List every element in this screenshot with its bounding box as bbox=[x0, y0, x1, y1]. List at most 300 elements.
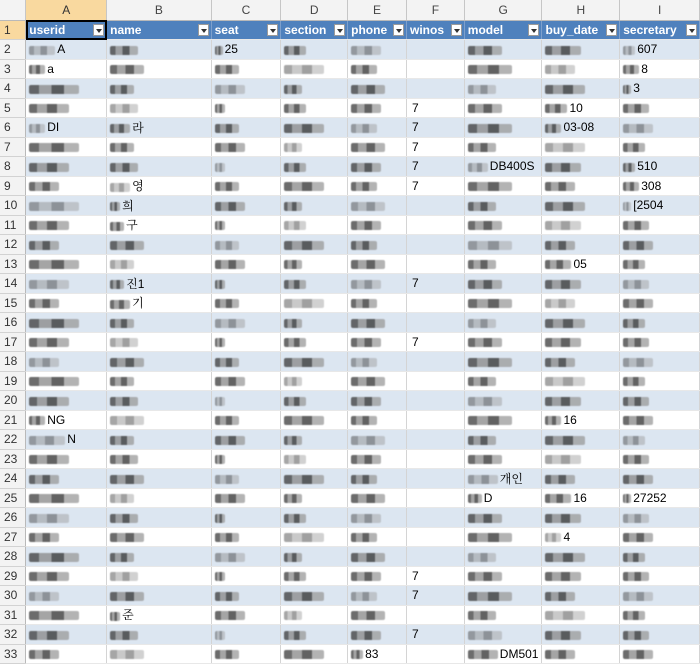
cell-c13[interactable] bbox=[211, 254, 281, 274]
cell-b31[interactable] bbox=[107, 605, 211, 625]
cell-d33[interactable] bbox=[281, 644, 348, 664]
row-header-20[interactable]: 20 bbox=[0, 391, 26, 411]
row-header-21[interactable]: 21 bbox=[0, 410, 26, 430]
cell-i3[interactable] bbox=[620, 59, 700, 79]
cell-b21[interactable] bbox=[107, 410, 211, 430]
cell-a31[interactable] bbox=[26, 605, 107, 625]
cell-g24[interactable] bbox=[464, 469, 542, 489]
cell-h31[interactable] bbox=[542, 605, 620, 625]
cell-i13[interactable] bbox=[620, 254, 700, 274]
cell-a18[interactable] bbox=[26, 352, 107, 372]
row-header-15[interactable]: 15 bbox=[0, 293, 26, 313]
cell-i18[interactable] bbox=[620, 352, 700, 372]
cell-h33[interactable] bbox=[542, 644, 620, 664]
cell-d11[interactable] bbox=[281, 215, 348, 235]
cell-h9[interactable] bbox=[542, 176, 620, 196]
cell-c30[interactable] bbox=[211, 586, 281, 606]
cell-g11[interactable] bbox=[464, 215, 542, 235]
filter-dropdown-icon[interactable] bbox=[267, 24, 278, 36]
cell-i32[interactable] bbox=[620, 625, 700, 645]
cell-d10[interactable] bbox=[281, 196, 348, 216]
cell-f25[interactable] bbox=[406, 488, 464, 508]
cell-a17[interactable] bbox=[26, 332, 107, 352]
header-cell-name[interactable] bbox=[107, 20, 211, 40]
cell-e11[interactable] bbox=[348, 215, 407, 235]
cell-i4[interactable] bbox=[620, 79, 700, 99]
filter-dropdown-icon[interactable] bbox=[93, 24, 104, 36]
cell-b3[interactable] bbox=[107, 59, 211, 79]
cell-b19[interactable] bbox=[107, 371, 211, 391]
cell-b18[interactable] bbox=[107, 352, 211, 372]
row-header-16[interactable]: 16 bbox=[0, 313, 26, 333]
cell-g18[interactable] bbox=[464, 352, 542, 372]
cell-c7[interactable] bbox=[211, 137, 281, 157]
cell-h27[interactable] bbox=[542, 527, 620, 547]
cell-g12[interactable] bbox=[464, 235, 542, 255]
cell-h6[interactable] bbox=[542, 118, 620, 138]
cell-i28[interactable] bbox=[620, 547, 700, 567]
cell-b15[interactable] bbox=[107, 293, 211, 313]
cell-d15[interactable] bbox=[281, 293, 348, 313]
cell-i16[interactable] bbox=[620, 313, 700, 333]
cell-g3[interactable] bbox=[464, 59, 542, 79]
cell-a21[interactable] bbox=[26, 410, 107, 430]
cell-c18[interactable] bbox=[211, 352, 281, 372]
cell-e9[interactable] bbox=[348, 176, 407, 196]
column-header-g[interactable]: G bbox=[464, 0, 542, 20]
cell-f29[interactable] bbox=[406, 566, 464, 586]
cell-a25[interactable] bbox=[26, 488, 107, 508]
cell-i12[interactable] bbox=[620, 235, 700, 255]
filter-dropdown-icon[interactable] bbox=[528, 24, 539, 36]
cell-i15[interactable] bbox=[620, 293, 700, 313]
cell-g21[interactable] bbox=[464, 410, 542, 430]
cell-e12[interactable] bbox=[348, 235, 407, 255]
cell-h23[interactable] bbox=[542, 449, 620, 469]
cell-e3[interactable] bbox=[348, 59, 407, 79]
cell-e15[interactable] bbox=[348, 293, 407, 313]
row-header-14[interactable]: 14 bbox=[0, 274, 26, 294]
column-header-i[interactable]: I bbox=[620, 0, 700, 20]
cell-g28[interactable] bbox=[464, 547, 542, 567]
header-cell-userid[interactable] bbox=[26, 20, 107, 40]
cell-e25[interactable] bbox=[348, 488, 407, 508]
cell-b12[interactable] bbox=[107, 235, 211, 255]
cell-a19[interactable] bbox=[26, 371, 107, 391]
cell-d22[interactable] bbox=[281, 430, 348, 450]
cell-f12[interactable] bbox=[406, 235, 464, 255]
cell-c3[interactable] bbox=[211, 59, 281, 79]
cell-g31[interactable] bbox=[464, 605, 542, 625]
row-header-33[interactable]: 33 bbox=[0, 644, 26, 664]
cell-h22[interactable] bbox=[542, 430, 620, 450]
filter-dropdown-icon[interactable] bbox=[686, 24, 697, 36]
row-header-28[interactable]: 28 bbox=[0, 547, 26, 567]
filter-dropdown-icon[interactable] bbox=[334, 24, 345, 36]
cell-c20[interactable] bbox=[211, 391, 281, 411]
row-header-11[interactable]: 11 bbox=[0, 215, 26, 235]
cell-b16[interactable] bbox=[107, 313, 211, 333]
cell-c25[interactable] bbox=[211, 488, 281, 508]
cell-h4[interactable] bbox=[542, 79, 620, 99]
cell-d21[interactable] bbox=[281, 410, 348, 430]
cell-f16[interactable] bbox=[406, 313, 464, 333]
cell-e30[interactable] bbox=[348, 586, 407, 606]
cell-d32[interactable] bbox=[281, 625, 348, 645]
cell-c8[interactable] bbox=[211, 157, 281, 177]
row-header-1[interactable]: 1 bbox=[0, 20, 26, 40]
cell-a22[interactable] bbox=[26, 430, 107, 450]
cell-c33[interactable] bbox=[211, 644, 281, 664]
cell-i27[interactable] bbox=[620, 527, 700, 547]
cell-f19[interactable] bbox=[406, 371, 464, 391]
cell-a20[interactable] bbox=[26, 391, 107, 411]
header-cell-winos[interactable] bbox=[406, 20, 464, 40]
cell-b8[interactable] bbox=[107, 157, 211, 177]
cell-d26[interactable] bbox=[281, 508, 348, 528]
cell-a28[interactable] bbox=[26, 547, 107, 567]
cell-h18[interactable] bbox=[542, 352, 620, 372]
row-header-22[interactable]: 22 bbox=[0, 430, 26, 450]
cell-a6[interactable] bbox=[26, 118, 107, 138]
cell-i5[interactable] bbox=[620, 98, 700, 118]
header-cell-phone[interactable] bbox=[348, 20, 407, 40]
cell-c2[interactable] bbox=[211, 40, 281, 60]
cell-e29[interactable] bbox=[348, 566, 407, 586]
column-header-c[interactable]: C bbox=[211, 0, 281, 20]
cell-h19[interactable] bbox=[542, 371, 620, 391]
cell-g30[interactable] bbox=[464, 586, 542, 606]
cell-f33[interactable] bbox=[406, 644, 464, 664]
cell-c28[interactable] bbox=[211, 547, 281, 567]
cell-i31[interactable] bbox=[620, 605, 700, 625]
cell-b22[interactable] bbox=[107, 430, 211, 450]
cell-f5[interactable] bbox=[406, 98, 464, 118]
cell-h16[interactable] bbox=[542, 313, 620, 333]
cell-e8[interactable] bbox=[348, 157, 407, 177]
cell-h12[interactable] bbox=[542, 235, 620, 255]
cell-g14[interactable] bbox=[464, 274, 542, 294]
cell-a2[interactable] bbox=[26, 40, 107, 60]
cell-e2[interactable] bbox=[348, 40, 407, 60]
cell-b6[interactable] bbox=[107, 118, 211, 138]
row-header-6[interactable]: 6 bbox=[0, 118, 26, 138]
cell-i33[interactable] bbox=[620, 644, 700, 664]
cell-a24[interactable] bbox=[26, 469, 107, 489]
cell-d20[interactable] bbox=[281, 391, 348, 411]
cell-d14[interactable] bbox=[281, 274, 348, 294]
filter-dropdown-icon[interactable] bbox=[393, 24, 404, 36]
cell-f22[interactable] bbox=[406, 430, 464, 450]
cell-c12[interactable] bbox=[211, 235, 281, 255]
cell-b14[interactable] bbox=[107, 274, 211, 294]
row-header-5[interactable]: 5 bbox=[0, 98, 26, 118]
cell-g5[interactable] bbox=[464, 98, 542, 118]
cell-i11[interactable] bbox=[620, 215, 700, 235]
cell-i6[interactable] bbox=[620, 118, 700, 138]
cell-i20[interactable] bbox=[620, 391, 700, 411]
cell-c22[interactable] bbox=[211, 430, 281, 450]
cell-g23[interactable] bbox=[464, 449, 542, 469]
cell-b23[interactable] bbox=[107, 449, 211, 469]
cell-g9[interactable] bbox=[464, 176, 542, 196]
cell-b13[interactable] bbox=[107, 254, 211, 274]
column-header-b[interactable]: B bbox=[107, 0, 211, 20]
cell-i17[interactable] bbox=[620, 332, 700, 352]
cell-b4[interactable] bbox=[107, 79, 211, 99]
cell-h15[interactable] bbox=[542, 293, 620, 313]
cell-d28[interactable] bbox=[281, 547, 348, 567]
cell-c21[interactable] bbox=[211, 410, 281, 430]
cell-c10[interactable] bbox=[211, 196, 281, 216]
cell-d7[interactable] bbox=[281, 137, 348, 157]
cell-b25[interactable] bbox=[107, 488, 211, 508]
cell-i23[interactable] bbox=[620, 449, 700, 469]
cell-f32[interactable] bbox=[406, 625, 464, 645]
cell-a4[interactable] bbox=[26, 79, 107, 99]
cell-h14[interactable] bbox=[542, 274, 620, 294]
cell-i21[interactable] bbox=[620, 410, 700, 430]
cell-f27[interactable] bbox=[406, 527, 464, 547]
row-header-29[interactable]: 29 bbox=[0, 566, 26, 586]
cell-c23[interactable] bbox=[211, 449, 281, 469]
cell-c6[interactable] bbox=[211, 118, 281, 138]
cell-b10[interactable] bbox=[107, 196, 211, 216]
cell-a12[interactable] bbox=[26, 235, 107, 255]
cell-d29[interactable] bbox=[281, 566, 348, 586]
cell-d6[interactable] bbox=[281, 118, 348, 138]
cell-g13[interactable] bbox=[464, 254, 542, 274]
cell-b29[interactable] bbox=[107, 566, 211, 586]
cell-a8[interactable] bbox=[26, 157, 107, 177]
cell-e28[interactable] bbox=[348, 547, 407, 567]
cell-a33[interactable] bbox=[26, 644, 107, 664]
cell-h11[interactable] bbox=[542, 215, 620, 235]
cell-f17[interactable] bbox=[406, 332, 464, 352]
cell-g26[interactable] bbox=[464, 508, 542, 528]
cell-f15[interactable] bbox=[406, 293, 464, 313]
row-header-2[interactable]: 2 bbox=[0, 40, 26, 60]
column-header-a[interactable]: A bbox=[26, 0, 107, 20]
cell-d4[interactable] bbox=[281, 79, 348, 99]
cell-g4[interactable] bbox=[464, 79, 542, 99]
cell-b28[interactable] bbox=[107, 547, 211, 567]
row-header-27[interactable]: 27 bbox=[0, 527, 26, 547]
cell-d13[interactable] bbox=[281, 254, 348, 274]
cell-a26[interactable] bbox=[26, 508, 107, 528]
cell-i8[interactable] bbox=[620, 157, 700, 177]
cell-b17[interactable] bbox=[107, 332, 211, 352]
cell-b9[interactable] bbox=[107, 176, 211, 196]
cell-a27[interactable] bbox=[26, 527, 107, 547]
cell-e13[interactable] bbox=[348, 254, 407, 274]
cell-e17[interactable] bbox=[348, 332, 407, 352]
cell-d23[interactable] bbox=[281, 449, 348, 469]
cell-d3[interactable] bbox=[281, 59, 348, 79]
cell-f14[interactable] bbox=[406, 274, 464, 294]
cell-h10[interactable] bbox=[542, 196, 620, 216]
cell-e18[interactable] bbox=[348, 352, 407, 372]
cell-e14[interactable] bbox=[348, 274, 407, 294]
cell-f23[interactable] bbox=[406, 449, 464, 469]
cell-e27[interactable] bbox=[348, 527, 407, 547]
cell-a14[interactable] bbox=[26, 274, 107, 294]
row-header-8[interactable]: 8 bbox=[0, 157, 26, 177]
row-header-23[interactable]: 23 bbox=[0, 449, 26, 469]
cell-d19[interactable] bbox=[281, 371, 348, 391]
column-header-d[interactable]: D bbox=[281, 0, 348, 20]
cell-h7[interactable] bbox=[542, 137, 620, 157]
cell-b5[interactable] bbox=[107, 98, 211, 118]
cell-h29[interactable] bbox=[542, 566, 620, 586]
cell-a23[interactable] bbox=[26, 449, 107, 469]
cell-g25[interactable] bbox=[464, 488, 542, 508]
row-header-12[interactable]: 12 bbox=[0, 235, 26, 255]
cell-c11[interactable] bbox=[211, 215, 281, 235]
cell-e31[interactable] bbox=[348, 605, 407, 625]
cell-e16[interactable] bbox=[348, 313, 407, 333]
cell-h28[interactable] bbox=[542, 547, 620, 567]
cell-d12[interactable] bbox=[281, 235, 348, 255]
cell-a5[interactable] bbox=[26, 98, 107, 118]
select-all-corner[interactable] bbox=[0, 0, 26, 20]
cell-d18[interactable] bbox=[281, 352, 348, 372]
cell-c14[interactable] bbox=[211, 274, 281, 294]
cell-h21[interactable] bbox=[542, 410, 620, 430]
cell-g8[interactable] bbox=[464, 157, 542, 177]
cell-i26[interactable] bbox=[620, 508, 700, 528]
cell-c16[interactable] bbox=[211, 313, 281, 333]
cell-c24[interactable] bbox=[211, 469, 281, 489]
cell-g6[interactable] bbox=[464, 118, 542, 138]
row-header-31[interactable]: 31 bbox=[0, 605, 26, 625]
row-header-26[interactable]: 26 bbox=[0, 508, 26, 528]
cell-i14[interactable] bbox=[620, 274, 700, 294]
cell-a10[interactable] bbox=[26, 196, 107, 216]
cell-h3[interactable] bbox=[542, 59, 620, 79]
header-cell-model[interactable] bbox=[464, 20, 542, 40]
cell-h2[interactable] bbox=[542, 40, 620, 60]
cell-b7[interactable] bbox=[107, 137, 211, 157]
cell-e23[interactable] bbox=[348, 449, 407, 469]
cell-i19[interactable] bbox=[620, 371, 700, 391]
cell-h24[interactable] bbox=[542, 469, 620, 489]
cell-i30[interactable] bbox=[620, 586, 700, 606]
cell-d24[interactable] bbox=[281, 469, 348, 489]
cell-f10[interactable] bbox=[406, 196, 464, 216]
cell-f13[interactable] bbox=[406, 254, 464, 274]
cell-g22[interactable] bbox=[464, 430, 542, 450]
cell-c5[interactable] bbox=[211, 98, 281, 118]
cell-e21[interactable] bbox=[348, 410, 407, 430]
header-cell-seat[interactable] bbox=[211, 20, 281, 40]
cell-d27[interactable] bbox=[281, 527, 348, 547]
cell-f31[interactable] bbox=[406, 605, 464, 625]
cell-e22[interactable] bbox=[348, 430, 407, 450]
cell-a15[interactable] bbox=[26, 293, 107, 313]
row-header-30[interactable]: 30 bbox=[0, 586, 26, 606]
row-header-4[interactable]: 4 bbox=[0, 79, 26, 99]
cell-h5[interactable] bbox=[542, 98, 620, 118]
cell-e20[interactable] bbox=[348, 391, 407, 411]
filter-dropdown-icon[interactable] bbox=[606, 24, 617, 36]
cell-f26[interactable] bbox=[406, 508, 464, 528]
cell-f3[interactable] bbox=[406, 59, 464, 79]
cell-g7[interactable] bbox=[464, 137, 542, 157]
cell-b27[interactable] bbox=[107, 527, 211, 547]
cell-c9[interactable] bbox=[211, 176, 281, 196]
cell-a3[interactable] bbox=[26, 59, 107, 79]
cell-d31[interactable] bbox=[281, 605, 348, 625]
cell-d17[interactable] bbox=[281, 332, 348, 352]
cell-b2[interactable] bbox=[107, 40, 211, 60]
row-header-7[interactable]: 7 bbox=[0, 137, 26, 157]
cell-b30[interactable] bbox=[107, 586, 211, 606]
cell-a13[interactable] bbox=[26, 254, 107, 274]
cell-a29[interactable] bbox=[26, 566, 107, 586]
cell-h8[interactable] bbox=[542, 157, 620, 177]
cell-g15[interactable] bbox=[464, 293, 542, 313]
cell-b11[interactable] bbox=[107, 215, 211, 235]
cell-f9[interactable] bbox=[406, 176, 464, 196]
cell-b26[interactable] bbox=[107, 508, 211, 528]
cell-a16[interactable] bbox=[26, 313, 107, 333]
cell-a7[interactable] bbox=[26, 137, 107, 157]
cell-a11[interactable] bbox=[26, 215, 107, 235]
cell-h13[interactable] bbox=[542, 254, 620, 274]
cell-f7[interactable] bbox=[406, 137, 464, 157]
cell-e6[interactable] bbox=[348, 118, 407, 138]
cell-c31[interactable] bbox=[211, 605, 281, 625]
cell-i2[interactable] bbox=[620, 40, 700, 60]
cell-b24[interactable] bbox=[107, 469, 211, 489]
cell-i24[interactable] bbox=[620, 469, 700, 489]
cell-g32[interactable] bbox=[464, 625, 542, 645]
cell-b33[interactable] bbox=[107, 644, 211, 664]
cell-d30[interactable] bbox=[281, 586, 348, 606]
cell-h32[interactable] bbox=[542, 625, 620, 645]
cell-f8[interactable] bbox=[406, 157, 464, 177]
cell-i10[interactable] bbox=[620, 196, 700, 216]
filter-dropdown-icon[interactable] bbox=[198, 24, 209, 36]
cell-i25[interactable] bbox=[620, 488, 700, 508]
column-header-h[interactable]: H bbox=[542, 0, 620, 20]
cell-c15[interactable] bbox=[211, 293, 281, 313]
cell-d5[interactable] bbox=[281, 98, 348, 118]
row-header-3[interactable]: 3 bbox=[0, 59, 26, 79]
cell-i9[interactable] bbox=[620, 176, 700, 196]
cell-g29[interactable] bbox=[464, 566, 542, 586]
cell-c27[interactable] bbox=[211, 527, 281, 547]
cell-c19[interactable] bbox=[211, 371, 281, 391]
header-cell-secretary[interactable] bbox=[620, 20, 700, 40]
cell-c26[interactable] bbox=[211, 508, 281, 528]
cell-d8[interactable] bbox=[281, 157, 348, 177]
cell-e19[interactable] bbox=[348, 371, 407, 391]
row-header-18[interactable]: 18 bbox=[0, 352, 26, 372]
cell-g10[interactable] bbox=[464, 196, 542, 216]
cell-f6[interactable] bbox=[406, 118, 464, 138]
cell-g2[interactable] bbox=[464, 40, 542, 60]
cell-d25[interactable] bbox=[281, 488, 348, 508]
header-cell-section[interactable] bbox=[281, 20, 348, 40]
cell-d9[interactable] bbox=[281, 176, 348, 196]
cell-a32[interactable] bbox=[26, 625, 107, 645]
row-header-9[interactable]: 9 bbox=[0, 176, 26, 196]
cell-b20[interactable] bbox=[107, 391, 211, 411]
cell-c29[interactable] bbox=[211, 566, 281, 586]
cell-e4[interactable] bbox=[348, 79, 407, 99]
